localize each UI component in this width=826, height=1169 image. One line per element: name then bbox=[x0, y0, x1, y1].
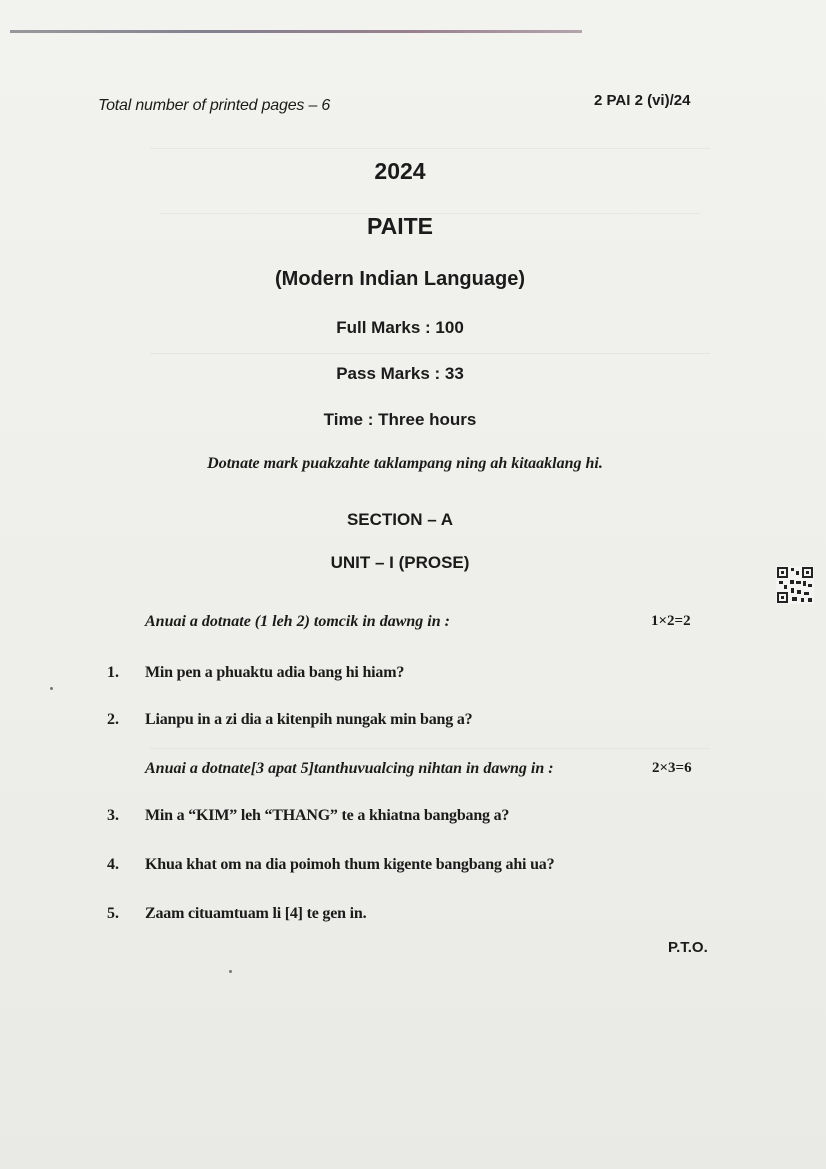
please-turn-over: P.T.O. bbox=[668, 939, 708, 956]
question-direction: Anuai a dotnate[3 apat 5]tanthuvualcing nihtan in dawng in : bbox=[145, 760, 554, 777]
question-number: 2. bbox=[107, 711, 119, 728]
question-number: 4. bbox=[107, 856, 119, 873]
bleed-through-mark bbox=[150, 140, 710, 149]
question-number: 3. bbox=[107, 807, 119, 824]
printed-pages-note: Total number of printed pages – 6 bbox=[98, 97, 331, 114]
question-number: 1. bbox=[107, 664, 119, 681]
question-direction: Anuai a dotnate (1 leh 2) tomcik in dawng in : bbox=[145, 613, 450, 630]
question-number: 5. bbox=[107, 905, 119, 922]
question-text: Min pen a phuaktu adia bang hi hiam? bbox=[145, 664, 405, 681]
general-instruction: Dotnate mark puakzahte taklampang ning ah kitaaklang hi. bbox=[207, 455, 603, 472]
group-marks: 1×2=2 bbox=[651, 613, 691, 629]
unit-title: UNIT – I (PROSE) bbox=[330, 553, 470, 572]
bleed-through-mark bbox=[150, 740, 710, 749]
question-text: Khua khat om na dia poimoh thum kigente bangbang ahi ua? bbox=[145, 856, 555, 873]
qr-code-icon bbox=[776, 566, 814, 604]
scan-edge-line bbox=[10, 30, 582, 33]
scan-speck bbox=[229, 970, 232, 973]
full-marks: Full Marks : 100 bbox=[336, 318, 464, 337]
scan-speck bbox=[50, 687, 53, 690]
question-text: Zaam cituamtuam li [4] te gen in. bbox=[145, 905, 367, 922]
question-text: Lianpu in a zi dia a kitenpih nungak min bang a? bbox=[145, 711, 473, 728]
time-allowed: Time : Three hours bbox=[323, 410, 477, 429]
question-text: Min a “KIM” leh “THANG” te a khiatna bangbang a? bbox=[145, 807, 510, 824]
group-marks: 2×3=6 bbox=[652, 760, 692, 776]
language-note: (Modern Indian Language) bbox=[275, 268, 525, 290]
bleed-through-mark bbox=[150, 345, 710, 354]
exam-year: 2024 bbox=[374, 158, 426, 184]
pass-marks: Pass Marks : 33 bbox=[336, 364, 464, 383]
paper-code: 2 PAI 2 (vi)/24 bbox=[594, 92, 691, 109]
subject-title: PAITE bbox=[366, 213, 434, 239]
section-title: SECTION – A bbox=[346, 510, 454, 529]
